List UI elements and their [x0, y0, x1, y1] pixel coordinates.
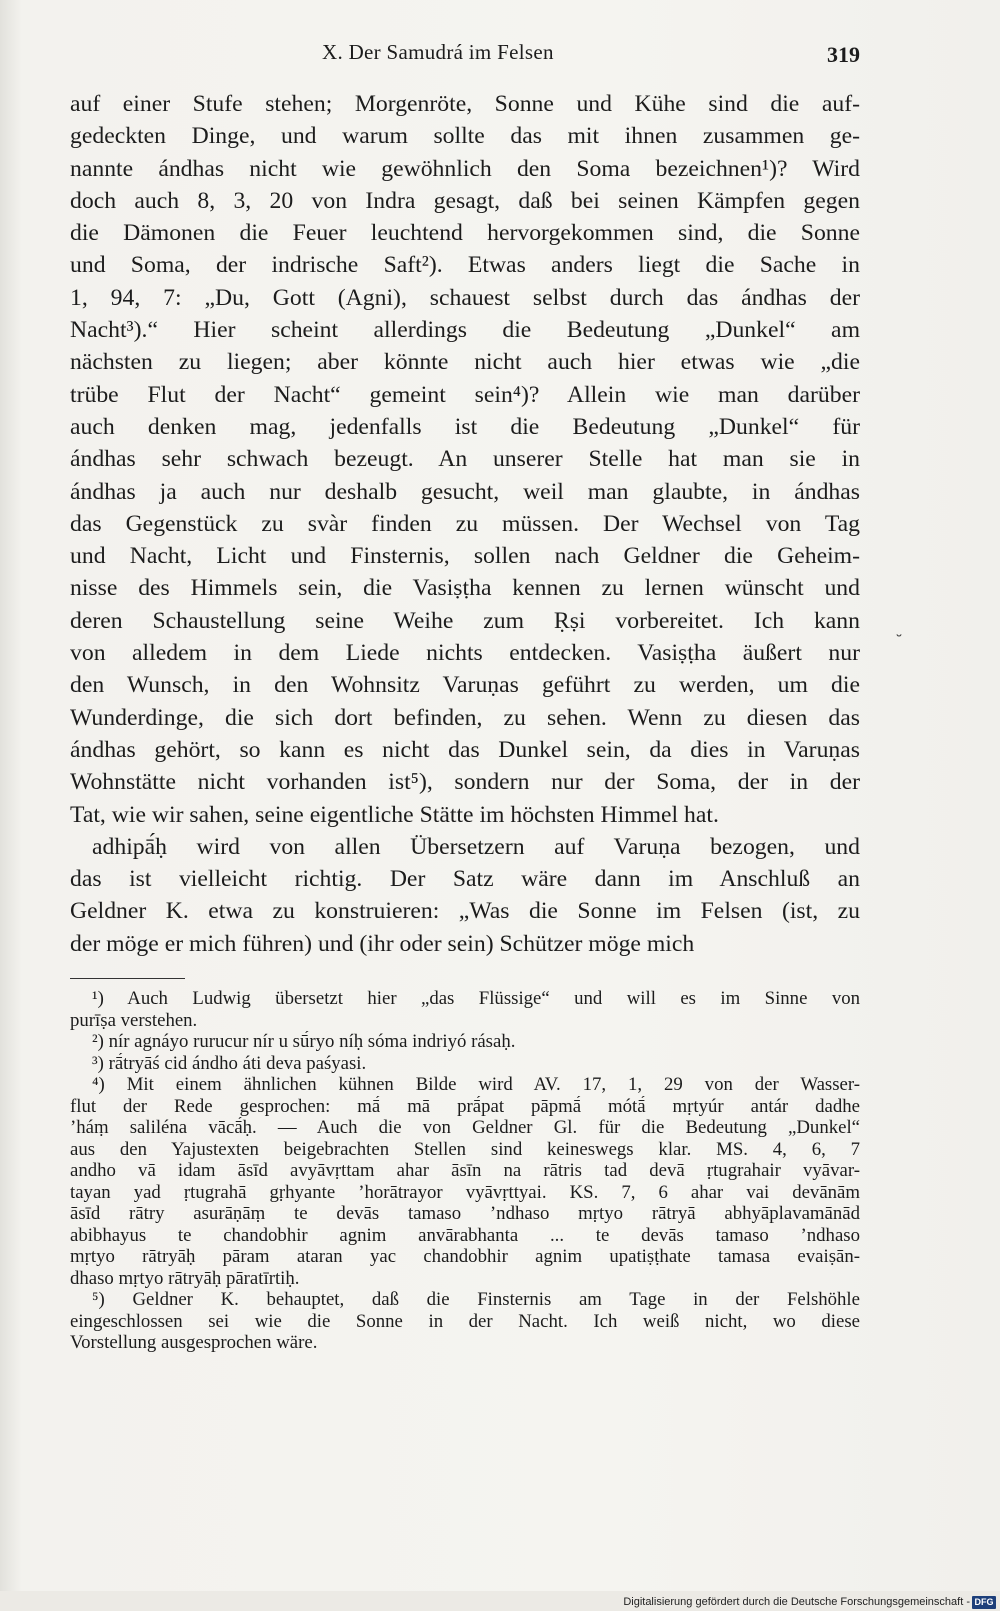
text-line: Nacht³).“ Hier scheint allerdings die Bedeutung „Dunkel“ am: [70, 317, 860, 344]
text-line: ándhas ja auch nur deshalb gesucht, weil man glaubte, in ándhas: [70, 478, 860, 505]
text-line: deren Schaustellung seine Weihe zum Ṛṣi vorbereitet. Ich kann: [70, 607, 860, 634]
text-line: nächsten zu liegen; aber könnte nicht auch hier etwas wie „die: [70, 349, 860, 376]
text-line: nannte ándhas nicht wie gewöhnlich den Soma bezeichnen¹)? Wird: [70, 155, 860, 182]
text-line: und Soma, der indrische Saft²). Etwas anders liegt die Sache in: [70, 252, 860, 279]
text-line: den Wunsch, in den Wohnsitz Varuṇas geführt zu werden, um die: [70, 672, 860, 699]
footnote-line: āsīd rātry asurāṇāṃ te devās tamaso ’ndhaso mṛtyo rātryā abhyāplavamānād: [70, 1203, 860, 1224]
footnote-line: abibhayus te chandobhir agnim anvārabhanta ... te devās tamaso ’ndhaso: [70, 1224, 860, 1246]
text-line: Wunderdinge, die sich dort befinden, zu sehen. Wenn zu diesen das: [70, 704, 860, 731]
footnote-line: purīṣa verstehen.: [70, 1009, 198, 1031]
footnote-line: flut der Rede gesprochen: mā́ mā prā́pat pāpmā́ mótā́ mṛtyúr antár dadhe: [70, 1095, 860, 1117]
text-line: ándhas gehört, so kann es nicht das Dunkel sein, da dies in Varuṇas: [70, 736, 860, 763]
text-line: 1, 94, 7: „Du, Gott (Agni), schauest selbst durch das ándhas der: [70, 284, 860, 311]
footnote-line: Vorstellung ausgesprochen wäre.: [70, 1332, 318, 1353]
footnote-rule: [70, 978, 185, 979]
page-header: [70, 40, 860, 70]
footnote-line: ¹) Auch Ludwig übersetzt hier „das Flüssige“ und will es im Sinne von: [92, 988, 860, 1009]
footnote-line: dhaso mṛtyo rātryāḥ pāratīrtiḥ.: [70, 1267, 300, 1289]
footnote-line: aus den Yajustexten beigebrachten Stellen sind keineswegs klar. MS. 4, 6, 7: [70, 1138, 860, 1160]
footnote-line: ⁴) Mit einem ähnlichen kühnen Bilde wird AV. 17, 1, 29 von der Wasser-: [92, 1074, 860, 1095]
text-line: ándhas sehr schwach bezeugt. An unserer Stelle hat man sie in: [70, 446, 860, 473]
text-line: adhipā́ḥ wird von allen Übersetzern auf Varuṇa bezogen, und: [92, 833, 860, 860]
text-line: trübe Flut der Nacht“ gemeint sein⁴)? Allein wie man darüber: [70, 381, 860, 408]
footnote-line: ’háṃ saliléna vācā́ḥ. — Auch die von Geldner Gl. für die Bedeutung „Dunkel“: [70, 1117, 860, 1138]
text-line: auch denken mag, jedenfalls ist die Bedeutung „Dunkel“ für: [70, 413, 860, 440]
footnote-line: eingeschlossen sei wie die Sonne in der Nacht. Ich weiß nicht, wo diese: [70, 1310, 860, 1332]
text-line: die Dämonen die Feuer leuchtend hervorgekommen sind, die Sonne: [70, 220, 860, 247]
text-line: Wohnstätte nicht vorhanden ist⁵), sondern nur der Soma, der in der: [70, 769, 860, 796]
footnote-line: mṛtyo rātryāḥ pāram ataran yac chandobhir agnim upatiṣṭhate tamasa evaiṣān-: [70, 1246, 860, 1267]
footnote-line: andho vā idam āsīd avyāvṛttam ahar āsīn na rātris tad devā ṛtugrahair vyāvar-: [70, 1160, 860, 1181]
text-line: von alledem in dem Liede nichts entdecken. Vasiṣṭha äußert nur: [70, 640, 860, 667]
text-line: doch auch 8, 3, 20 von Indra gesagt, daß bei seinen Kämpfen gegen: [70, 187, 860, 214]
text-line: und Nacht, Licht und Finsternis, sollen nach Geldner die Geheim-: [70, 543, 860, 570]
page-number: 319: [827, 42, 860, 67]
main-text: [70, 88, 860, 960]
text-line: nisse des Himmels sein, die Vasiṣṭha kennen zu lernen wünscht und: [70, 575, 860, 602]
digitization-footer: [0, 1591, 1000, 1611]
footer-credit: Digitalisierung gefördert durch die Deutsche Forschungsgemeinschaft -: [623, 1596, 970, 1608]
text-line: auf einer Stufe stehen; Morgenröte, Sonne und Kühe sind die auf-: [70, 91, 860, 117]
footnote-line: ⁵) Geldner K. behauptet, daß die Finsternis am Tage in der Felshöhle: [92, 1289, 860, 1310]
text-line: das ist vielleicht richtig. Der Satz wäre dann im Anschluß an: [70, 866, 860, 893]
footnote-line: tayan yad ṛtugrahā gṛhyante ’horātrayor vyāvṛttyai. KS. 7, 6 ahar vai devānām: [70, 1181, 860, 1203]
text-line: Tat, wie wir sahen, seine eigentliche Stätte im höchsten Himmel hat.: [70, 801, 719, 828]
footnote-line: ³) rā́tryāś cid ándho áti deva paśyasi.: [92, 1052, 367, 1074]
text-line: Geldner K. etwa zu konstruieren: „Was die Sonne im Felsen (ist, zu: [70, 898, 860, 925]
dfg-logo: DFG: [972, 1596, 996, 1609]
running-title: X. Der Samudrá im Felsen: [322, 40, 554, 64]
footnote-line: ²) nír agnáyo rurucur nír u sū́ryo níḥ sóma indriyó rásaḥ.: [92, 1031, 516, 1052]
footnotes: [70, 988, 860, 1354]
text-line: der möge er mich führen) und (ihr oder sein) Schützer möge mich: [70, 930, 695, 957]
text-line: das Gegenstück zu svàr finden zu müssen. Der Wechsel von Tag: [70, 510, 860, 537]
margin-mark: ˘: [895, 632, 903, 651]
text-line: gedeckten Dinge, und warum sollte das mit ihnen zusammen ge-: [70, 123, 860, 150]
